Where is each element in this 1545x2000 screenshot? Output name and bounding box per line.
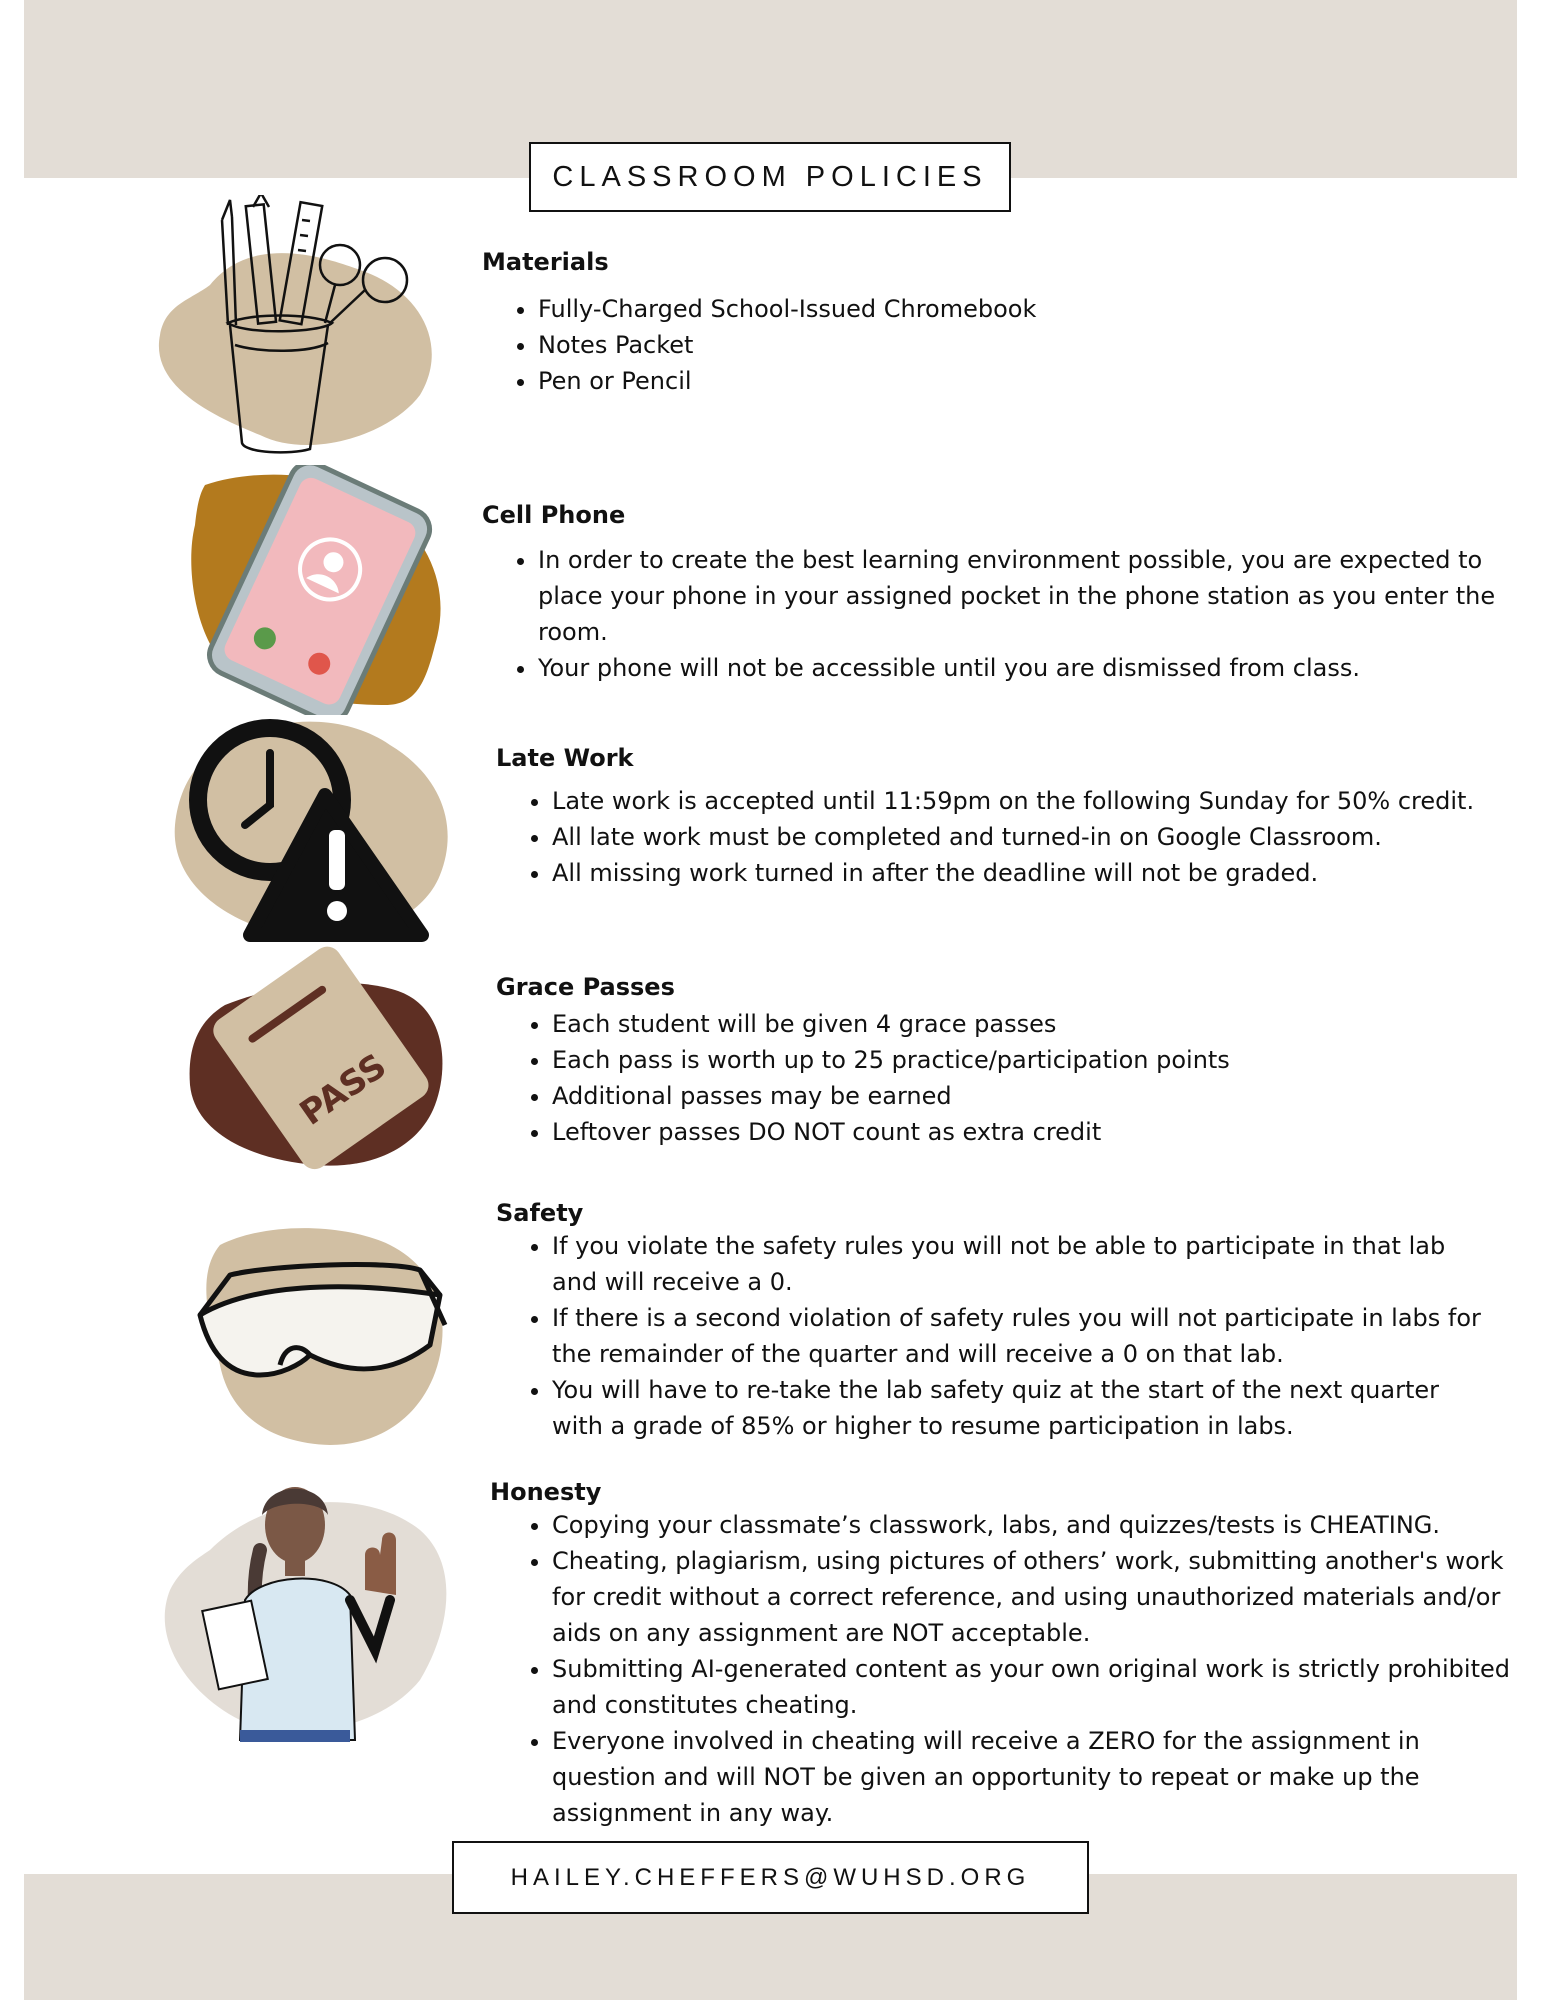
list-item: • All late work must be completed and turned-in on Google Classroom. [552,819,1506,855]
list-item: • Copying your classmate’s classwork, labs, and quizzes/tests is CHEATING. [552,1507,1520,1543]
section-materials [482,247,1502,399]
pencil-cup-icon [150,195,450,455]
list-item: • In order to create the best learning environment possible, you are expected to place your phone in your assigned pocket in the phone station as you enter the room. [538,542,1502,650]
list-item: • Pen or Pencil [538,363,1502,399]
list-item: • Notes Packet [538,327,1502,363]
item-list [496,1228,1486,1444]
list-item: • Cheating, plagiarism, using pictures of others’ work, submitting another's work for credit without a correct reference, and using unauthorized materials and/or aids on any assignment are NOT acceptable. [552,1543,1520,1651]
list-item: • Submitting AI-generated content as your own original work is strictly prohibited and constitutes cheating. [552,1651,1520,1723]
list-item: • Late work is accepted until 11:59pm on the following Sunday for 50% credit. [552,783,1506,819]
pass-label: PASS [292,1046,394,1134]
item-list [490,1507,1520,1831]
list-item: • Leftover passes DO NOT count as extra credit [552,1114,1506,1150]
section-grace-passes [496,972,1506,1150]
list-item: • Your phone will not be accessible until you are dismissed from class. [538,650,1502,686]
list-item: • Fully-Charged School-Issued Chromebook [538,291,1502,327]
phone-icon [185,465,450,715]
item-list [482,291,1502,399]
list-item: • Everyone involved in cheating will receive a ZERO for the assignment in question and will NOT be given an opportunity to repeat or make up the assignment in any way. [552,1723,1520,1831]
student-hand-raised-icon [150,1470,460,1750]
list-item: • Each student will be given 4 grace passes [552,1006,1506,1042]
section-cell-phone [482,500,1502,686]
section-heading: Materials [482,248,609,276]
item-list [496,783,1506,891]
list-item: • All missing work turned in after the deadline will not be graded. [552,855,1506,891]
list-item: • If you violate the safety rules you will not be able to participate in that lab and will receive a 0. [552,1228,1486,1300]
list-item: • Additional passes may be earned [552,1078,1506,1114]
section-heading: Safety [496,1199,584,1227]
item-list [482,542,1502,686]
section-heading: Honesty [490,1478,602,1506]
page-title: CLASSROOM POLICIES [529,142,1011,212]
clock-warning-icon [170,715,460,950]
pass-icon [185,945,450,1175]
list-item: • You will have to re-take the lab safety quiz at the start of the next quarter with a grade of 85% or higher to resume participation in labs. [552,1372,1486,1444]
list-item: • If there is a second violation of safety rules you will not participate in labs for the remainder of the quarter and will receive a 0 on that lab. [552,1300,1486,1372]
safety-goggles-icon [190,1215,450,1450]
section-honesty [490,1477,1520,1831]
contact-email[interactable]: HAILEY.CHEFFERS@WUHSD.ORG [452,1841,1089,1914]
section-late-work [496,743,1506,891]
list-item: • Each pass is worth up to 25 practice/participation points [552,1042,1506,1078]
section-heading: Late Work [496,744,634,772]
section-heading: Cell Phone [482,501,626,529]
item-list [496,1006,1506,1150]
section-heading: Grace Passes [496,973,675,1001]
section-safety [496,1198,1486,1444]
